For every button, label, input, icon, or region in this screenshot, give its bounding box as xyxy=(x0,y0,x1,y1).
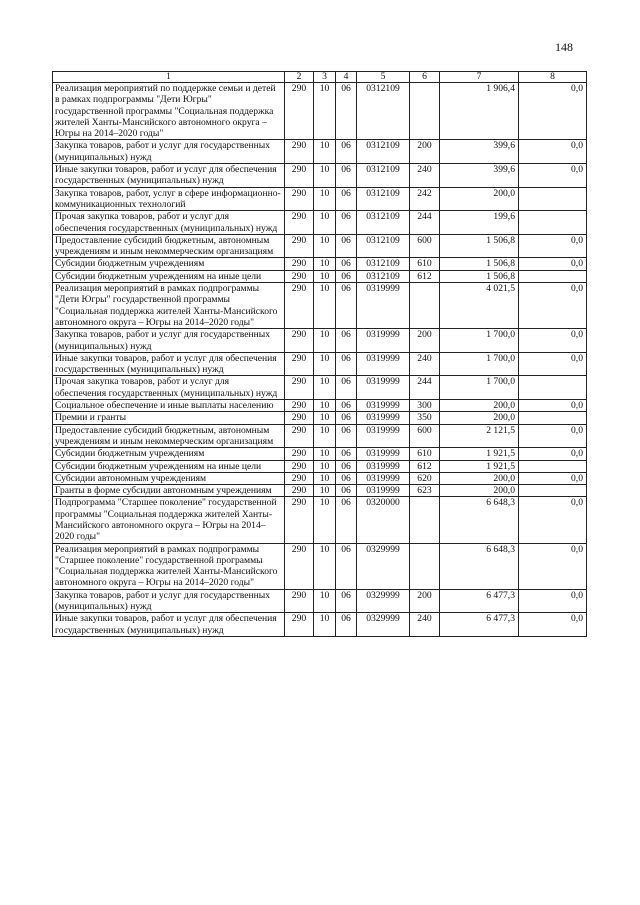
row-target-article: 0319999 xyxy=(357,283,410,329)
row-amount-2: 0,0 xyxy=(519,329,587,353)
table-row xyxy=(53,485,587,497)
row-section-code: 10 xyxy=(314,400,336,412)
row-expense-type: 300 xyxy=(410,400,440,412)
row-amount: 200,0 xyxy=(440,472,519,484)
table-row xyxy=(53,270,587,282)
row-amount-2: 0,0 xyxy=(519,283,587,329)
table-row xyxy=(53,211,587,235)
row-subsection-code: 06 xyxy=(336,283,357,329)
row-expense-type: 240 xyxy=(410,613,440,637)
row-expense-type: 600 xyxy=(410,424,440,448)
row-name: Подпрограмма "Старшее поколение" государственной программы "Социальная поддержка жителей Ханты-Мансийского автономного округа – Югры на 2014–2020 годы" xyxy=(53,497,285,543)
row-expense-type: 244 xyxy=(410,211,440,235)
row-name: Предоставление субсидий бюджетным, автономным учреждениям и иным некоммерческим организациям xyxy=(53,424,285,448)
row-target-article: 0329999 xyxy=(357,543,410,589)
row-subsection-code: 06 xyxy=(336,485,357,497)
row-subsection-code: 06 xyxy=(336,448,357,460)
row-ministry-code: 290 xyxy=(285,400,314,412)
row-name: Субсидии бюджетным учреждениям на иные цели xyxy=(53,460,285,472)
row-target-article: 0319999 xyxy=(357,329,410,353)
row-subsection-code: 06 xyxy=(336,270,357,282)
row-expense-type: 620 xyxy=(410,472,440,484)
row-ministry-code: 290 xyxy=(285,234,314,258)
row-name: Реализация мероприятий в рамках подпрограммы "Старшее поколение" государственной программы "Социальная поддержка жителей Ханты-Мансийского автономного округа – Югры на 2014–2020 годы" xyxy=(53,543,285,589)
row-subsection-code: 06 xyxy=(336,376,357,400)
table-row xyxy=(53,140,587,164)
row-section-code: 10 xyxy=(314,424,336,448)
row-ministry-code: 290 xyxy=(285,270,314,282)
row-ministry-code: 290 xyxy=(285,187,314,211)
row-expense-type: 240 xyxy=(410,164,440,188)
row-target-article: 0312109 xyxy=(357,258,410,270)
table-row xyxy=(53,283,587,329)
row-target-article: 0319999 xyxy=(357,400,410,412)
row-amount: 199,6 xyxy=(440,211,519,235)
row-amount-2: 0,0 xyxy=(519,448,587,460)
row-name: Закупка товаров, работ и услуг для государственных (муниципальных) нужд xyxy=(53,589,285,613)
row-amount: 399,6 xyxy=(440,140,519,164)
row-amount: 1 700,0 xyxy=(440,376,519,400)
table-row xyxy=(53,589,587,613)
row-section-code: 10 xyxy=(314,329,336,353)
row-amount-2: 0,0 xyxy=(519,472,587,484)
row-amount: 1 906,4 xyxy=(440,83,519,140)
row-ministry-code: 290 xyxy=(285,211,314,235)
row-target-article: 0319999 xyxy=(357,376,410,400)
row-target-article: 0312109 xyxy=(357,270,410,282)
row-subsection-code: 06 xyxy=(336,187,357,211)
row-ministry-code: 290 xyxy=(285,412,314,424)
row-subsection-code: 06 xyxy=(336,140,357,164)
row-amount-2: 0,0 xyxy=(519,83,587,140)
row-target-article: 0312109 xyxy=(357,83,410,140)
row-amount-2 xyxy=(519,187,587,211)
row-ministry-code: 290 xyxy=(285,352,314,376)
row-amount: 200,0 xyxy=(440,412,519,424)
row-section-code: 10 xyxy=(314,543,336,589)
header-col-6: 6 xyxy=(410,72,440,83)
row-ministry-code: 290 xyxy=(285,283,314,329)
row-amount: 399,6 xyxy=(440,164,519,188)
row-name: Субсидии бюджетным учреждениям xyxy=(53,258,285,270)
table-row xyxy=(53,352,587,376)
row-amount: 200,0 xyxy=(440,187,519,211)
row-ministry-code: 290 xyxy=(285,497,314,543)
row-ministry-code: 290 xyxy=(285,329,314,353)
row-target-article: 0319999 xyxy=(357,485,410,497)
table-row xyxy=(53,460,587,472)
row-section-code: 10 xyxy=(314,613,336,637)
row-ministry-code: 290 xyxy=(285,448,314,460)
header-col-3: 3 xyxy=(314,72,336,83)
row-amount: 1 921,5 xyxy=(440,448,519,460)
row-target-article: 0319999 xyxy=(357,472,410,484)
row-section-code: 10 xyxy=(314,164,336,188)
header-col-7: 7 xyxy=(440,72,519,83)
row-subsection-code: 06 xyxy=(336,329,357,353)
row-ministry-code: 290 xyxy=(285,460,314,472)
row-amount: 1 921,5 xyxy=(440,460,519,472)
row-subsection-code: 06 xyxy=(336,460,357,472)
row-name: Премии и гранты xyxy=(53,412,285,424)
row-amount-2: 0,0 xyxy=(519,164,587,188)
row-section-code: 10 xyxy=(314,270,336,282)
row-subsection-code: 06 xyxy=(336,613,357,637)
row-section-code: 10 xyxy=(314,258,336,270)
row-target-article: 0320000 xyxy=(357,497,410,543)
row-target-article: 0312109 xyxy=(357,140,410,164)
row-name: Закупка товаров, работ, услуг в сфере информационно-коммуникационных технологий xyxy=(53,187,285,211)
row-subsection-code: 06 xyxy=(336,83,357,140)
row-section-code: 10 xyxy=(314,187,336,211)
row-section-code: 10 xyxy=(314,83,336,140)
row-subsection-code: 06 xyxy=(336,400,357,412)
row-section-code: 10 xyxy=(314,485,336,497)
row-name: Реализация мероприятий в рамках подпрограммы "Дети Югры" государственной программы "Социальная поддержка жителей Ханты-Мансийского автономного округа – Югры на 2014–2020 годы" xyxy=(53,283,285,329)
row-ministry-code: 290 xyxy=(285,485,314,497)
row-expense-type: 242 xyxy=(410,187,440,211)
row-amount: 6 648,3 xyxy=(440,543,519,589)
row-name: Субсидии автономным учреждениям xyxy=(53,472,285,484)
row-ministry-code: 290 xyxy=(285,472,314,484)
row-name: Прочая закупка товаров, работ и услуг для обеспечения государственных (муниципальных) нужд xyxy=(53,211,285,235)
table-row xyxy=(53,412,587,424)
row-subsection-code: 06 xyxy=(336,164,357,188)
table-row xyxy=(53,400,587,412)
row-target-article: 0312109 xyxy=(357,234,410,258)
table-row xyxy=(53,497,587,543)
row-expense-type xyxy=(410,83,440,140)
row-amount-2 xyxy=(519,270,587,282)
header-col-2: 2 xyxy=(285,72,314,83)
row-amount: 6 477,3 xyxy=(440,613,519,637)
table-row xyxy=(53,448,587,460)
row-amount-2: 0,0 xyxy=(519,497,587,543)
row-ministry-code: 290 xyxy=(285,258,314,270)
row-section-code: 10 xyxy=(314,140,336,164)
row-name: Иные закупки товаров, работ и услуг для обеспечения государственных (муниципальных) нужд xyxy=(53,352,285,376)
row-subsection-code: 06 xyxy=(336,424,357,448)
row-section-code: 10 xyxy=(314,234,336,258)
row-amount-2: 0,0 xyxy=(519,589,587,613)
row-amount-2: 0,0 xyxy=(519,613,587,637)
table-row xyxy=(53,613,587,637)
table-row xyxy=(53,472,587,484)
table-row xyxy=(53,543,587,589)
table-row xyxy=(53,164,587,188)
row-subsection-code: 06 xyxy=(336,497,357,543)
table-body xyxy=(53,83,587,637)
page-number: 148 xyxy=(555,40,573,54)
table-row xyxy=(53,376,587,400)
row-ministry-code: 290 xyxy=(285,424,314,448)
row-amount-2: 0,0 xyxy=(519,234,587,258)
row-amount-2: 0,0 xyxy=(519,400,587,412)
row-subsection-code: 06 xyxy=(336,589,357,613)
row-ministry-code: 290 xyxy=(285,376,314,400)
row-expense-type: 612 xyxy=(410,270,440,282)
row-amount-2 xyxy=(519,211,587,235)
header-col-4: 4 xyxy=(336,72,357,83)
row-subsection-code: 06 xyxy=(336,352,357,376)
row-amount-2: 0,0 xyxy=(519,352,587,376)
row-section-code: 10 xyxy=(314,472,336,484)
table-row xyxy=(53,234,587,258)
row-section-code: 10 xyxy=(314,352,336,376)
row-amount: 200,0 xyxy=(440,400,519,412)
header-col-8: 8 xyxy=(519,72,587,83)
row-amount-2 xyxy=(519,412,587,424)
row-subsection-code: 06 xyxy=(336,234,357,258)
row-amount-2: 0,0 xyxy=(519,424,587,448)
row-target-article: 0319999 xyxy=(357,412,410,424)
row-expense-type: 610 xyxy=(410,258,440,270)
row-amount-2: 0,0 xyxy=(519,543,587,589)
row-expense-type: 240 xyxy=(410,352,440,376)
table-row xyxy=(53,424,587,448)
row-ministry-code: 290 xyxy=(285,613,314,637)
table-row xyxy=(53,329,587,353)
row-expense-type xyxy=(410,283,440,329)
row-subsection-code: 06 xyxy=(336,211,357,235)
row-target-article: 0319999 xyxy=(357,352,410,376)
row-amount-2: 0,0 xyxy=(519,140,587,164)
row-expense-type xyxy=(410,497,440,543)
row-target-article: 0312109 xyxy=(357,187,410,211)
row-ministry-code: 290 xyxy=(285,589,314,613)
row-section-code: 10 xyxy=(314,412,336,424)
row-amount: 6 477,3 xyxy=(440,589,519,613)
row-subsection-code: 06 xyxy=(336,472,357,484)
row-amount-2 xyxy=(519,376,587,400)
row-subsection-code: 06 xyxy=(336,412,357,424)
table-row xyxy=(53,258,587,270)
row-name: Субсидии бюджетным учреждениям на иные цели xyxy=(53,270,285,282)
row-expense-type: 200 xyxy=(410,329,440,353)
row-name: Социальное обеспечение и иные выплаты населению xyxy=(53,400,285,412)
row-expense-type: 610 xyxy=(410,448,440,460)
row-name: Закупка товаров, работ и услуг для государственных (муниципальных) нужд xyxy=(53,140,285,164)
row-amount-2 xyxy=(519,460,587,472)
row-target-article: 0312109 xyxy=(357,164,410,188)
row-amount: 4 021,5 xyxy=(440,283,519,329)
row-ministry-code: 290 xyxy=(285,543,314,589)
row-name: Субсидии бюджетным учреждениям xyxy=(53,448,285,460)
row-name: Иные закупки товаров, работ и услуг для обеспечения государственных (муниципальных) нужд xyxy=(53,613,285,637)
row-amount: 1 700,0 xyxy=(440,352,519,376)
row-target-article: 0329999 xyxy=(357,613,410,637)
row-expense-type: 623 xyxy=(410,485,440,497)
row-ministry-code: 290 xyxy=(285,140,314,164)
row-amount: 1 506,8 xyxy=(440,234,519,258)
budget-table xyxy=(52,71,587,637)
budget-table-container xyxy=(52,71,586,637)
row-amount: 6 648,3 xyxy=(440,497,519,543)
header-col-5: 5 xyxy=(357,72,410,83)
row-expense-type: 200 xyxy=(410,140,440,164)
row-amount: 1 700,0 xyxy=(440,329,519,353)
row-expense-type: 350 xyxy=(410,412,440,424)
row-section-code: 10 xyxy=(314,211,336,235)
row-name: Реализация мероприятий по поддержке семьи и детей в рамках подпрограммы "Дети Югры" государственной программы "Социальная поддержка жителей Ханты-Мансийского автономного округа – Югры на 2014–2020 годы" xyxy=(53,83,285,140)
row-section-code: 10 xyxy=(314,283,336,329)
row-section-code: 10 xyxy=(314,460,336,472)
row-target-article: 0319999 xyxy=(357,460,410,472)
row-ministry-code: 290 xyxy=(285,83,314,140)
row-amount-2: 0,0 xyxy=(519,258,587,270)
row-section-code: 10 xyxy=(314,589,336,613)
table-row xyxy=(53,83,587,140)
row-name: Гранты в форме субсидии автономным учреждениям xyxy=(53,485,285,497)
row-name: Предоставление субсидий бюджетным, автономным учреждениям и иным некоммерческим организациям xyxy=(53,234,285,258)
row-section-code: 10 xyxy=(314,497,336,543)
row-expense-type: 612 xyxy=(410,460,440,472)
row-amount: 200,0 xyxy=(440,485,519,497)
row-name: Закупка товаров, работ и услуг для государственных (муниципальных) нужд xyxy=(53,329,285,353)
row-expense-type: 600 xyxy=(410,234,440,258)
row-name: Иные закупки товаров, работ и услуг для обеспечения государственных (муниципальных) нужд xyxy=(53,164,285,188)
row-amount-2 xyxy=(519,485,587,497)
row-subsection-code: 06 xyxy=(336,258,357,270)
row-expense-type xyxy=(410,543,440,589)
row-target-article: 0329999 xyxy=(357,589,410,613)
row-name: Прочая закупка товаров, работ и услуг для обеспечения государственных (муниципальных) нужд xyxy=(53,376,285,400)
row-amount: 2 121,5 xyxy=(440,424,519,448)
table-header-row xyxy=(53,72,587,83)
row-expense-type: 200 xyxy=(410,589,440,613)
row-amount: 1 506,8 xyxy=(440,270,519,282)
row-target-article: 0319999 xyxy=(357,448,410,460)
table-row xyxy=(53,187,587,211)
row-section-code: 10 xyxy=(314,448,336,460)
row-ministry-code: 290 xyxy=(285,164,314,188)
row-target-article: 0319999 xyxy=(357,424,410,448)
row-amount: 1 506,8 xyxy=(440,258,519,270)
row-expense-type: 244 xyxy=(410,376,440,400)
row-subsection-code: 06 xyxy=(336,543,357,589)
row-section-code: 10 xyxy=(314,376,336,400)
row-target-article: 0312109 xyxy=(357,211,410,235)
header-col-1: 1 xyxy=(53,72,285,83)
